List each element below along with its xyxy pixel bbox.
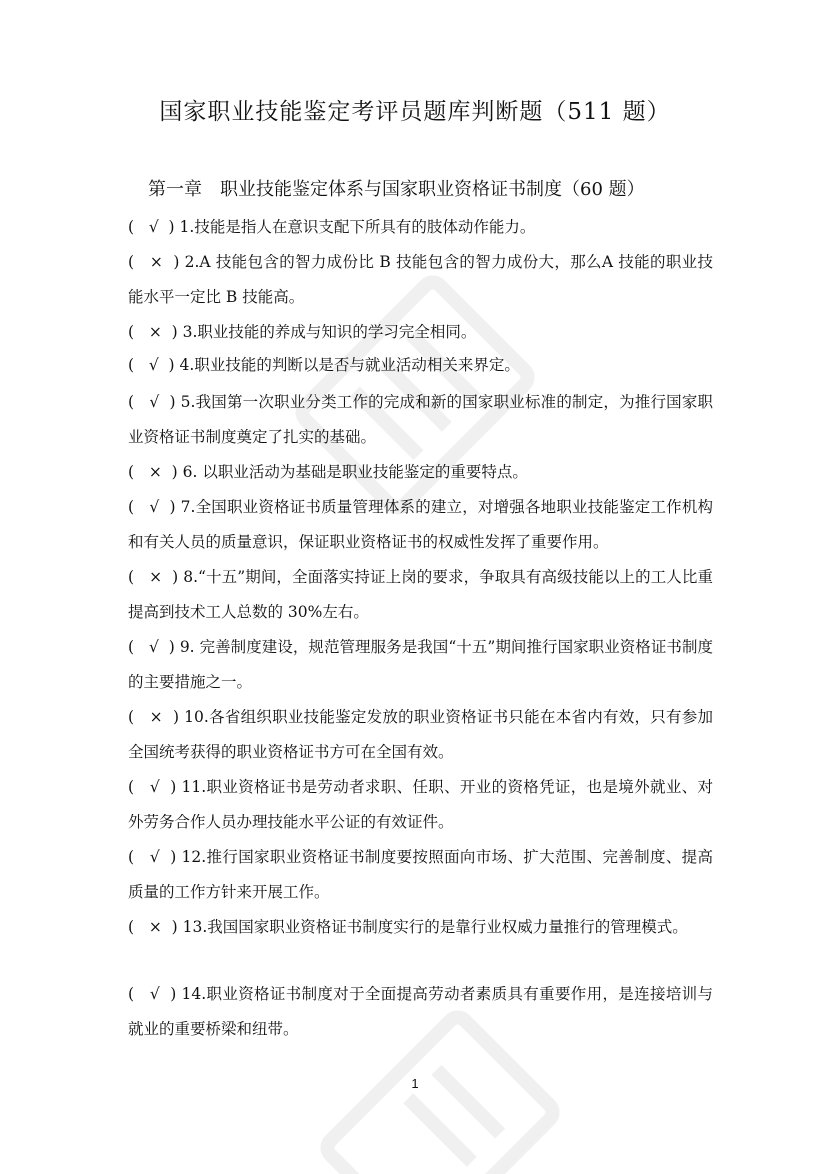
question-text: 14.职业资格证书制度对于全面提高劳动者素质具有重要作用，是连接培训与就业的重要桥梁和纽带。 [128, 985, 713, 1038]
question-text: 7.全国职业资格证书质量管理体系的建立，对增强各地职业技能鉴定工作机构和有关人员的质量意识，保证职业资格证书的权威性发挥了重要作用。 [128, 498, 714, 551]
question-text: 13.我国国家职业资格证书制度实行的是靠行业权威力量推行的管理模式。 [177, 918, 688, 936]
question-item [128, 840, 713, 910]
answer-mark: ( × ) [128, 463, 178, 481]
answer-mark: ( √ ) [128, 498, 176, 516]
answer-mark: ( × ) [128, 568, 179, 586]
question-text: 3.职业技能的养成与知识的学习完全相同。 [177, 323, 477, 341]
page-title: 国家职业技能鉴定考评员题库判断题（511 题） [159, 99, 671, 125]
question-item [128, 348, 713, 383]
answer-mark: ( √ ) [128, 393, 176, 411]
question-item [128, 770, 713, 840]
answer-mark: ( √ ) [128, 218, 175, 236]
question-item [128, 210, 713, 245]
question-item [128, 700, 713, 770]
question-item [128, 385, 713, 455]
question-item [128, 490, 713, 560]
question-text: 5.我国第一次职业分类工作的完成和新的国家职业标准的制定，为推行国家职业资格证书制度奠定了扎实的基础。 [128, 393, 714, 446]
question-text: 1.技能是指人在意识支配下所具有的肢体动作能力。 [174, 218, 536, 236]
question-item [128, 560, 713, 630]
question-item [128, 245, 713, 315]
question-item [128, 910, 713, 945]
question-text: 9. 完善制度建设，规范管理服务是我国“十五”期间推行国家职业资格证书制度的主要措施之一。 [128, 638, 713, 691]
answer-mark: ( × ) [128, 253, 180, 271]
answer-mark: ( × ) [128, 708, 179, 726]
question-item [128, 455, 713, 490]
chapter-heading: 第一章 职业技能鉴定体系与国家职业资格证书制度（60 题） [148, 179, 645, 200]
question-text: 12.推行国家职业资格证书制度要按照面向市场、扩大范围、完善制度、提高质量的工作方针来开展工作。 [128, 848, 713, 901]
question-text: 10.各省组织职业技能鉴定发放的职业资格证书只能在本省内有效，只有参加全国统考获得的职业资格证书方可在全国有效。 [128, 708, 713, 761]
answer-mark: ( √ ) [128, 356, 175, 374]
answer-mark: ( × ) [128, 323, 178, 341]
question-text: 2.A 技能包含的智力成份比 B 技能包含的智力成份大，那么A 技能的职业技能水平一定比 B 技能高。 [128, 253, 713, 306]
page-number: 1 [411, 1076, 419, 1091]
answer-mark: ( √ ) [128, 848, 177, 866]
answer-mark: ( √ ) [128, 638, 175, 656]
answer-mark: ( × ) [128, 918, 178, 936]
question-text: 4.职业技能的判断以是否与就业活动相关来界定。 [174, 356, 520, 374]
answer-mark: ( √ ) [128, 778, 177, 796]
answer-mark: ( √ ) [128, 985, 177, 1003]
question-text: 6. 以职业活动为基础是职业技能鉴定的重要特点。 [177, 463, 528, 481]
question-item [128, 977, 713, 1047]
question-text: 8.“十五”期间，全面落实持证上岗的要求，争取具有高级技能以上的工人比重提高到技术工人总数的 30%左右。 [128, 568, 713, 621]
question-text: 11.职业资格证书是劳动者求职、任职、开业的资格凭证，也是境外就业、对外劳务合作人员办理技能水平公证的有效证件。 [128, 778, 713, 831]
question-item [128, 315, 713, 350]
question-item [128, 630, 713, 700]
